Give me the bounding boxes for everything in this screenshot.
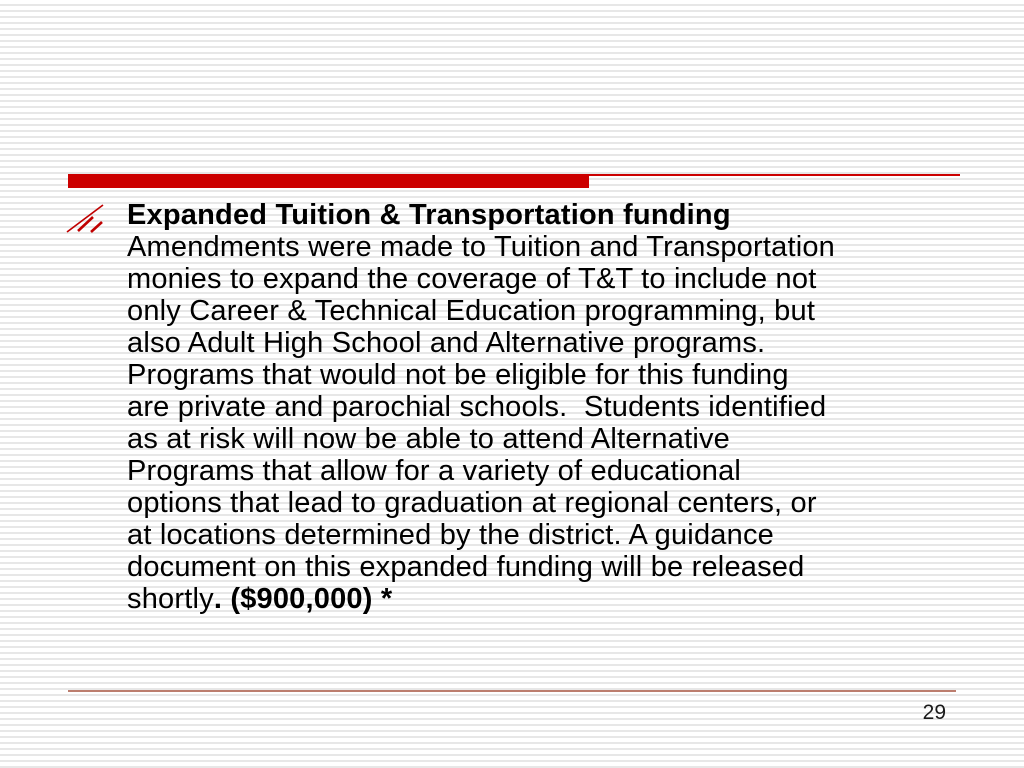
body-line: options that lead to graduation at regional centers, or	[127, 487, 817, 519]
slide-title: Expanded Tuition & Transportation funding	[127, 199, 731, 231]
body-line: Amendments were made to Tuition and Transportation	[127, 231, 835, 263]
slide-body-text	[127, 199, 987, 615]
body-line: as at risk will now be able to attend Alternative	[127, 423, 731, 455]
last-line-regular-text: shortly	[127, 583, 214, 615]
body-line: also Adult High School and Alternative programs.	[127, 327, 766, 359]
body-line: Programs that allow for a variety of educational	[127, 455, 742, 487]
bottom-rule-line	[68, 690, 956, 692]
page-number: 29	[922, 701, 946, 724]
body-line: only Career & Technical Education programming, but	[127, 295, 816, 327]
body-line: Programs that would not be eligible for this funding	[127, 359, 789, 391]
top-rule-red-bar	[68, 174, 589, 188]
funding-amount-text: . ($900,000) *	[213, 583, 393, 615]
body-line: are private and parochial schools. Students identified	[127, 391, 827, 423]
cascade-slashes-icon	[64, 202, 106, 234]
body-line: monies to expand the coverage of T&T to include not	[127, 263, 817, 295]
body-line: at locations determined by the district. A guidance	[127, 519, 774, 551]
body-line: document on this expanded funding will be released	[127, 551, 805, 583]
body-last-line	[127, 583, 987, 615]
